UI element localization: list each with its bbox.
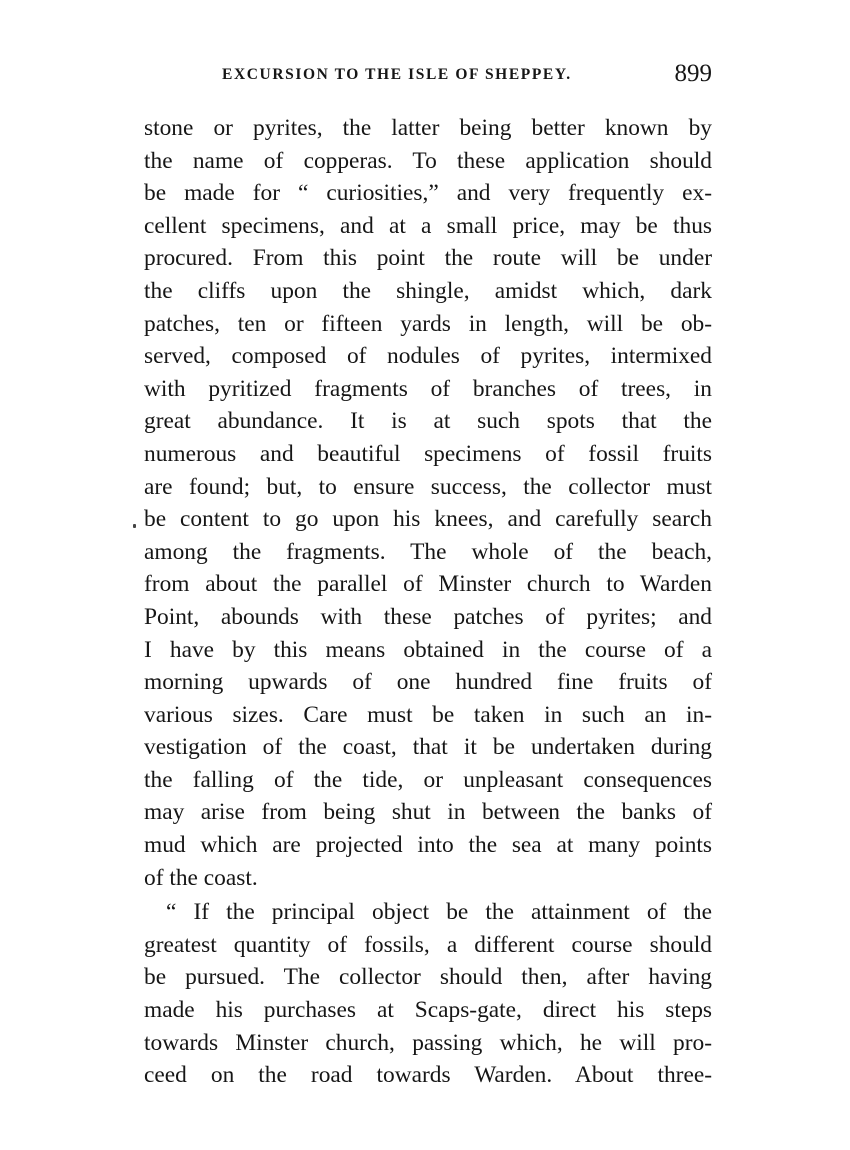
text-line: from about the parallel of Minster church to Warden — [144, 571, 712, 598]
text-line: procured. From this point the route will be under — [144, 245, 712, 272]
text-line: greatest quantity of fossils, a different course should — [144, 931, 712, 958]
text-line: stone or pyrites, the latter being better known by — [144, 115, 712, 141]
text-line: the falling of the tide, or unpleasant consequences — [144, 766, 712, 793]
body-text — [144, 112, 712, 1092]
ink-speck — [133, 524, 136, 528]
text-line: of the coast. — [144, 864, 258, 891]
text-line: vestigation of the coast, that it be undertaken during — [144, 734, 712, 761]
text-line: served, composed of nodules of pyrites, intermixed — [144, 343, 712, 370]
text-line: numerous and beautiful specimens of fossil fruits — [144, 440, 712, 467]
text-line: with pyritized fragments of branches of trees, in — [144, 375, 712, 402]
text-line: made his purchases at Scaps-gate, direct his steps — [144, 997, 712, 1024]
text-line: are found; but, to ensure success, the collector must — [144, 473, 712, 500]
text-line: various sizes. Care must be taken in such an in- — [144, 701, 712, 728]
text-line: towards Minster church, passing which, he will pro- — [144, 1029, 712, 1056]
running-title: EXCURSION TO THE ISLE OF SHEPPEY. — [222, 66, 572, 83]
text-line: mud which are projected into the sea at many points — [144, 832, 712, 859]
text-line: may arise from being shut in between the banks of — [144, 799, 712, 826]
page-number: 899 — [674, 60, 712, 87]
text-line: be made for “ curiosities,” and very frequently ex- — [144, 180, 712, 207]
paragraph-1 — [144, 112, 712, 894]
text-line: patches, ten or fifteen yards in length, will be ob- — [144, 310, 712, 337]
text-line: among the fragments. The whole of the beach, — [144, 538, 712, 565]
text-line: the name of copperas. To these application should — [144, 147, 712, 174]
text-line: be pursued. The collector should then, after having — [144, 964, 712, 991]
paragraph-2 — [144, 896, 712, 1092]
text-line: great abundance. It is at such spots that the — [144, 408, 712, 435]
text-line: be content to go upon his knees, and carefully search — [144, 506, 712, 533]
running-head — [144, 60, 712, 94]
text-line: ceed on the road towards Warden. About three- — [144, 1062, 712, 1089]
text-line: the cliffs upon the shingle, amidst which, dark — [144, 277, 712, 304]
text-line: “ If the principal object be the attainment of the — [166, 899, 712, 926]
text-line: Point, abounds with these patches of pyrites; and — [144, 603, 712, 630]
text-line: morning upwards of one hundred fine fruits of — [144, 669, 712, 696]
text-line: cellent specimens, and at a small price, may be thus — [144, 212, 712, 239]
text-line: I have by this means obtained in the course of a — [144, 636, 712, 663]
